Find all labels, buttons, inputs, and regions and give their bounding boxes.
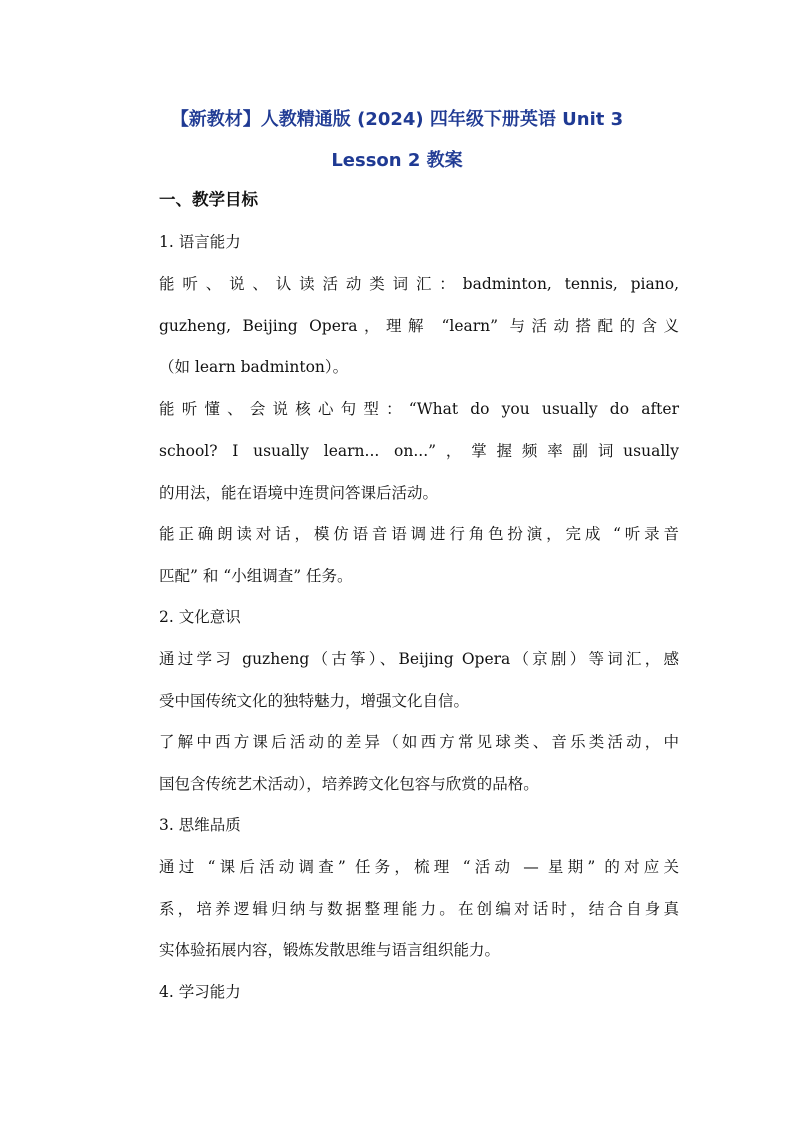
subheading-language-ability: 1. 语言能力 — [159, 233, 241, 251]
subheading-thinking-quality: 3. 思维品质 — [159, 816, 241, 834]
paragraph-line: school? I usually learn... on...”，掌握频率副词usually — [159, 442, 679, 460]
paragraph-line: 匹配” 和 “小组调查” 任务。 — [159, 567, 353, 585]
paragraph-line: （如 learn badminton）。 — [159, 358, 349, 376]
paragraph-line: 能听、说、认读活动类词汇：badminton, tennis, piano, — [159, 275, 679, 293]
subheading-cultural-awareness: 2. 文化意识 — [159, 608, 241, 626]
paragraph-line: 的用法，能在语境中连贯问答课后活动。 — [159, 484, 439, 502]
paragraph-line: 受中国传统文化的独特魅力，增强文化自信。 — [159, 692, 470, 710]
paragraph-line: guzheng, Beijing Opera，理解 “learn” 与活动搭配的含义 — [159, 317, 679, 335]
section-heading-teaching-goals: 一、教学目标 — [159, 190, 258, 209]
paragraph-line: 通过 “课后活动调查” 任务，梳理 “活动 — 星期” 的对应关 — [159, 858, 679, 876]
document-title-line-2: Lesson 2 教案 — [331, 150, 463, 171]
paragraph-line: 能正确朗读对话，模仿语音语调进行角色扮演，完成 “听录音 — [159, 525, 679, 543]
paragraph-line: 了解中西方课后活动的差异（如西方常见球类、音乐类活动，中 — [159, 733, 679, 751]
paragraph-line: 能听懂、会说核心句型：“What do you usually do after — [159, 400, 679, 418]
paragraph-line: 通过学习 guzheng（古筝）、Beijing Opera（京剧）等词汇，感 — [159, 650, 679, 668]
paragraph-line: 系，培养逻辑归纳与数据整理能力。在创编对话时，结合自身真 — [159, 900, 679, 918]
subheading-learning-ability: 4. 学习能力 — [159, 983, 241, 1001]
paragraph-line: 国包含传统艺术活动），培养跨文化包容与欣赏的品格。 — [159, 775, 539, 793]
paragraph-line: 实体验拓展内容，锻炼发散思维与语言组织能力。 — [159, 941, 501, 959]
document-title-line-1: 【新教材】人教精通版 (2024) 四年级下册英语 Unit 3 — [170, 109, 624, 130]
